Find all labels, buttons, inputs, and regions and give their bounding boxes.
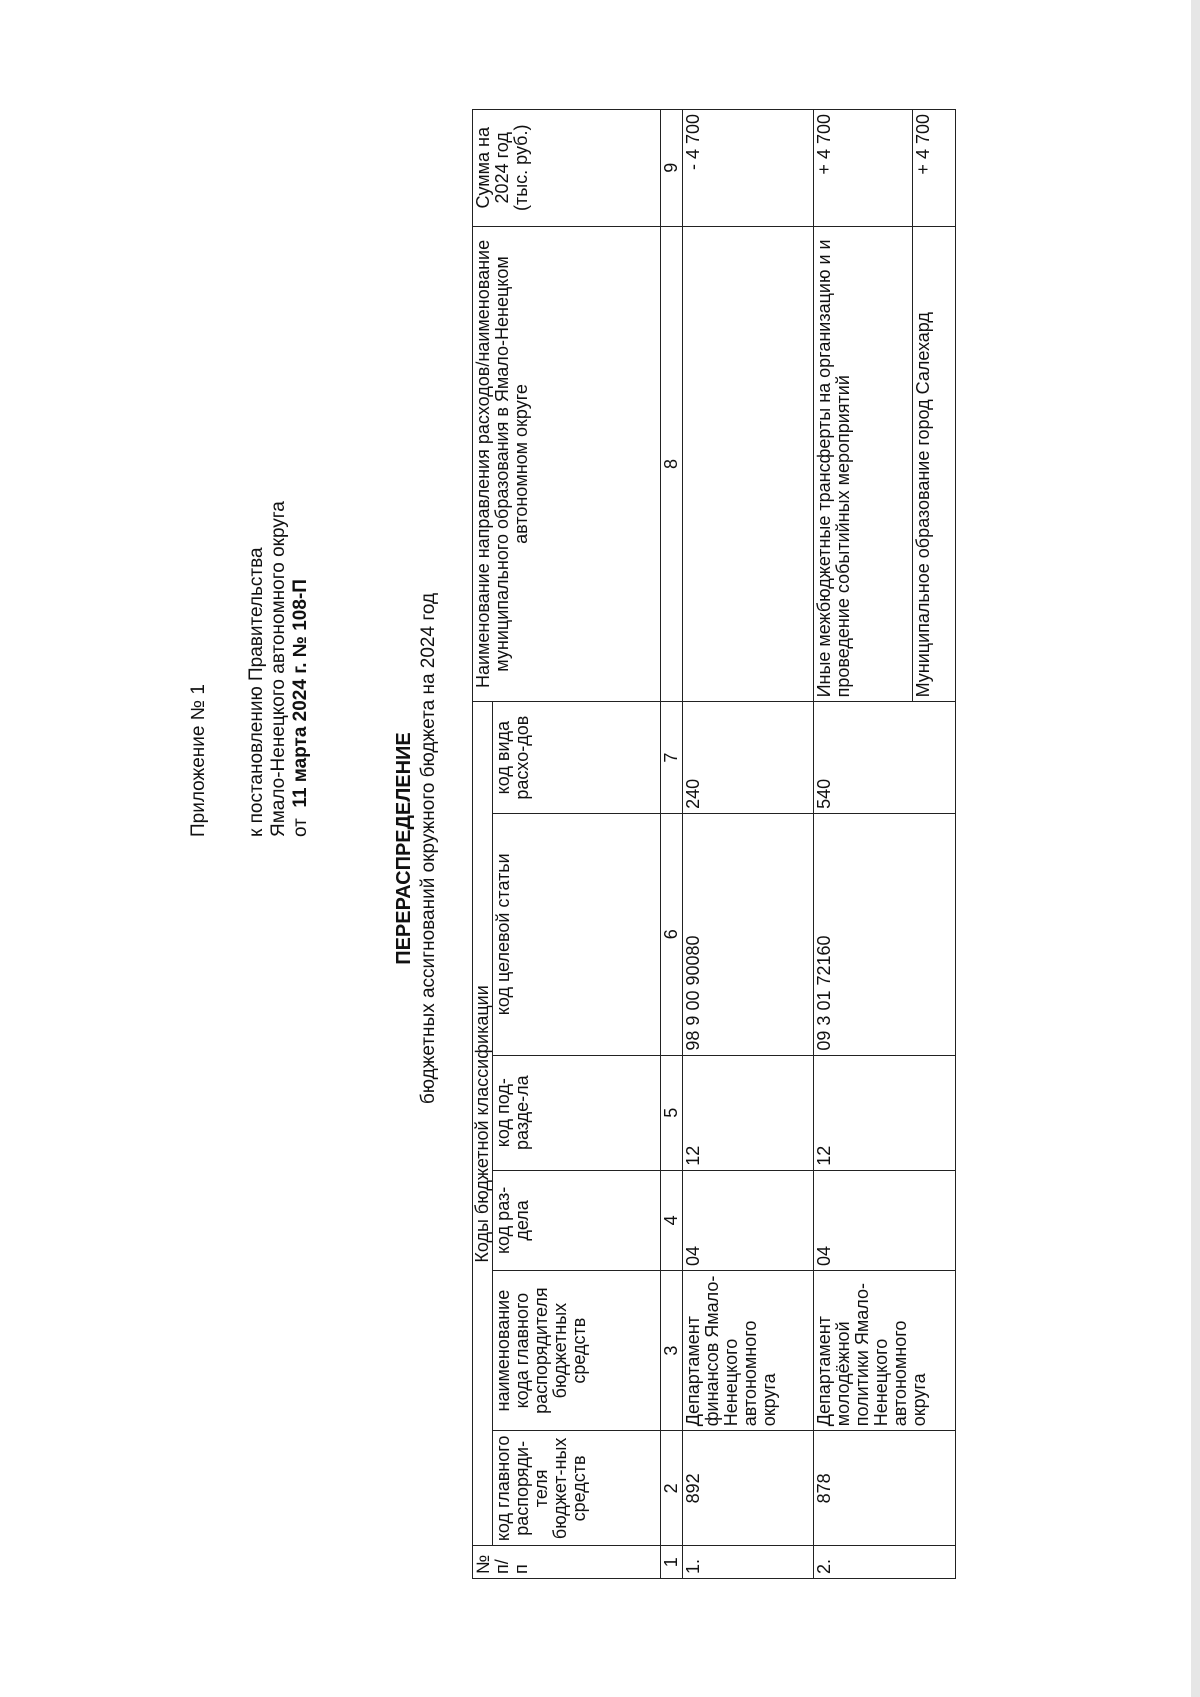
- column-number: 1: [661, 1546, 683, 1579]
- row-sum: - 4 700: [683, 110, 814, 227]
- row-sub-direction: Муниципальное образование город Салехард: [913, 226, 956, 702]
- header-group: Коды бюджетной классификации: [473, 702, 493, 1546]
- appendix-line-1: к постановлению Правительства: [246, 547, 267, 837]
- header-target: код целевой статьи: [493, 813, 661, 1055]
- row-expense-type: 540: [814, 702, 956, 814]
- row-sub-sum: + 4 700: [913, 110, 956, 227]
- header-sum: Сумма на 2024 год (тыс. руб.): [473, 110, 661, 227]
- row-grbs-code: 878: [814, 1431, 956, 1546]
- appendix-block: [188, 501, 312, 837]
- row-direction: [683, 226, 814, 702]
- header-subsection: код под-разде-ла: [493, 1055, 661, 1170]
- table-row: [814, 110, 913, 1579]
- row-sum: + 4 700: [814, 110, 913, 227]
- row-direction: Иные межбюджетные трансферты на организацию и и проведение событийных мероприятий: [814, 226, 913, 702]
- row-grbs-name: Департамент финансов Ямало-Ненецкого автономного округа: [683, 1270, 814, 1430]
- column-number: 9: [661, 110, 683, 227]
- row-num: 1.: [683, 1546, 814, 1579]
- row-subsection: 12: [683, 1055, 814, 1170]
- header-num: № п/п: [473, 1546, 661, 1579]
- row-grbs-code: 892: [683, 1431, 814, 1546]
- table-row: [683, 110, 814, 1579]
- appendix-line-2: Ямало-Ненецкого автономного округа: [268, 501, 289, 837]
- row-section: 04: [814, 1170, 956, 1270]
- column-number: 7: [661, 702, 683, 814]
- document-title: ПЕРЕРАСПРЕДЕЛЕНИЕ: [393, 732, 415, 965]
- column-number: 8: [661, 226, 683, 702]
- column-number: 6: [661, 813, 683, 1055]
- column-number: 4: [661, 1170, 683, 1270]
- column-number: 3: [661, 1270, 683, 1430]
- column-number: 2: [661, 1431, 683, 1546]
- appendix-date: [290, 501, 312, 837]
- row-target: 98 9 00 90080: [683, 813, 814, 1055]
- header-direction: Наименование направления расходов/наименование муниципального образования в Ямало-Ненецком автономном округе: [473, 226, 661, 702]
- row-num: 2.: [814, 1546, 956, 1579]
- column-number-row: [661, 110, 683, 1579]
- header-expense-type: код вида расхо-дов: [493, 702, 661, 814]
- row-expense-type: 240: [683, 702, 814, 814]
- column-number: 5: [661, 1055, 683, 1170]
- reallocation-table: [472, 109, 956, 1579]
- header-row-1: [473, 110, 493, 1579]
- header-grbs-code: код главного распоряди-теля бюджет-ных средств: [493, 1431, 661, 1546]
- appendix-date-value: 11 марта 2024 г. № 108-П: [290, 579, 311, 808]
- row-subsection: 12: [814, 1055, 956, 1170]
- document-subtitle: бюджетных ассигнований окружного бюджета на 2024 год: [418, 592, 439, 1105]
- row-target: 09 3 01 72160: [814, 813, 956, 1055]
- header-section: код раз-дела: [493, 1170, 661, 1270]
- appendix-number: Приложение № 1: [188, 684, 209, 837]
- appendix-date-prefix: от: [290, 818, 311, 837]
- row-grbs-name: Департамент молодёжной политики Ямало-Ненецкого автономного округа: [814, 1270, 956, 1430]
- header-grbs-name: наименование кода главного распорядителя бюджетных средств: [493, 1270, 661, 1430]
- row-section: 04: [683, 1170, 814, 1270]
